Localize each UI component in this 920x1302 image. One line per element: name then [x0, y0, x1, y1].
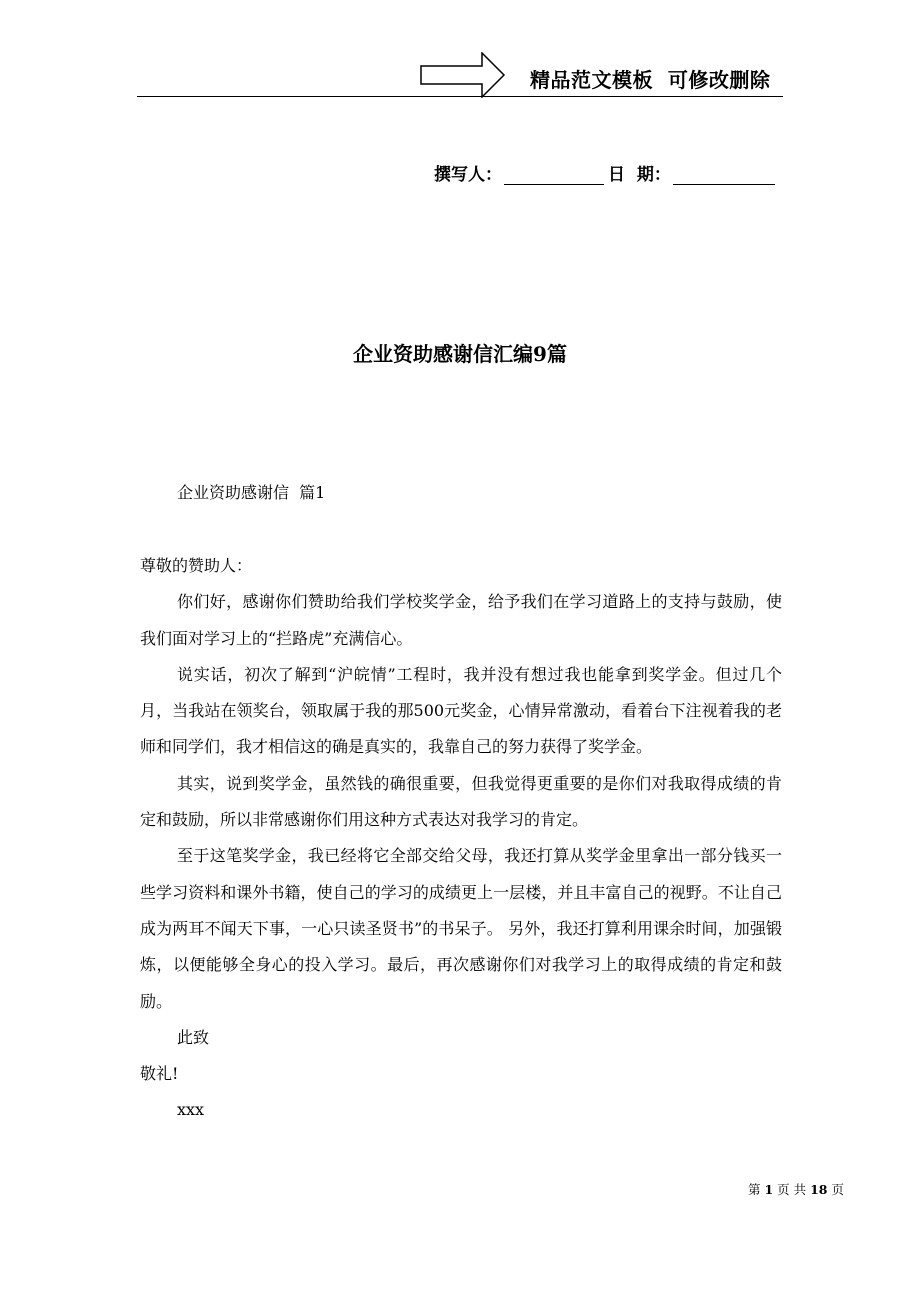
author-label: 撰写人： [434, 165, 502, 185]
letter-body [140, 548, 782, 1129]
footer-middle: 页 共 [773, 1182, 811, 1197]
date-label: 日 期： [608, 165, 671, 185]
page-number-footer [748, 1180, 844, 1198]
paragraph: 其实，说到奖学金，虽然钱的确很重要，但我觉得更重要的是你们对我取得成绩的肯定和鼓励，所以非常感谢你们用这种方式表达对我学习的肯定。 [140, 773, 782, 830]
closing: 此致 [177, 1027, 210, 1047]
regards: 敬礼! [140, 1064, 179, 1084]
total-pages: 18 [810, 1182, 828, 1197]
paragraph: 你们好，感谢你们赞助给我们学校奖学金，给予我们在学习道路上的支持与鼓励，使我们面对学习上的“拦路虎”充满信心。 [140, 592, 782, 648]
paragraph: 说实话，初次了解到“沪皖情”工程时，我并没有想过我也能拿到奖学金。但过几个月，当我站在领奖台，领取属于我的那500元奖金，心情异常激动，看着台下注视着我的老师和同学们，我才相信这的确是真实的，我靠自己的努力获得了奖学金。 [140, 664, 782, 757]
section-heading: 企业资助感谢信 篇1 [177, 483, 326, 502]
document-title: 企业资助感谢信汇编9篇 [353, 342, 567, 366]
footer-suffix: 页 [827, 1182, 844, 1197]
salutation: 尊敬的赞助人： [140, 556, 253, 575]
current-page: 1 [764, 1182, 774, 1197]
footer-prefix: 第 [748, 1182, 765, 1197]
author-date-line [434, 160, 779, 185]
signature: xxx [177, 1100, 205, 1120]
date-blank [673, 164, 775, 185]
author-blank [504, 164, 604, 185]
paragraph: 至于这笔奖学金，我已经将它全部交给父母，我还打算从奖学金里拿出一部分钱买一些学习资料和课外书籍，使自己的学习的成绩更上一层楼，并且丰富自己的视野。不让自己成为两耳不闻天下事，一心只读圣贤书”的书呆子。 另外，我还打算利用课余时间，加强锻炼，以便能够全身心的投入学习。最后，再次感谢你们对我学习上的取得成绩的肯定和鼓励。 [140, 846, 782, 1011]
header-title: 精品范文模板 可修改删除 [530, 68, 771, 92]
arrow-icon [420, 52, 506, 98]
header-divider [137, 96, 783, 97]
